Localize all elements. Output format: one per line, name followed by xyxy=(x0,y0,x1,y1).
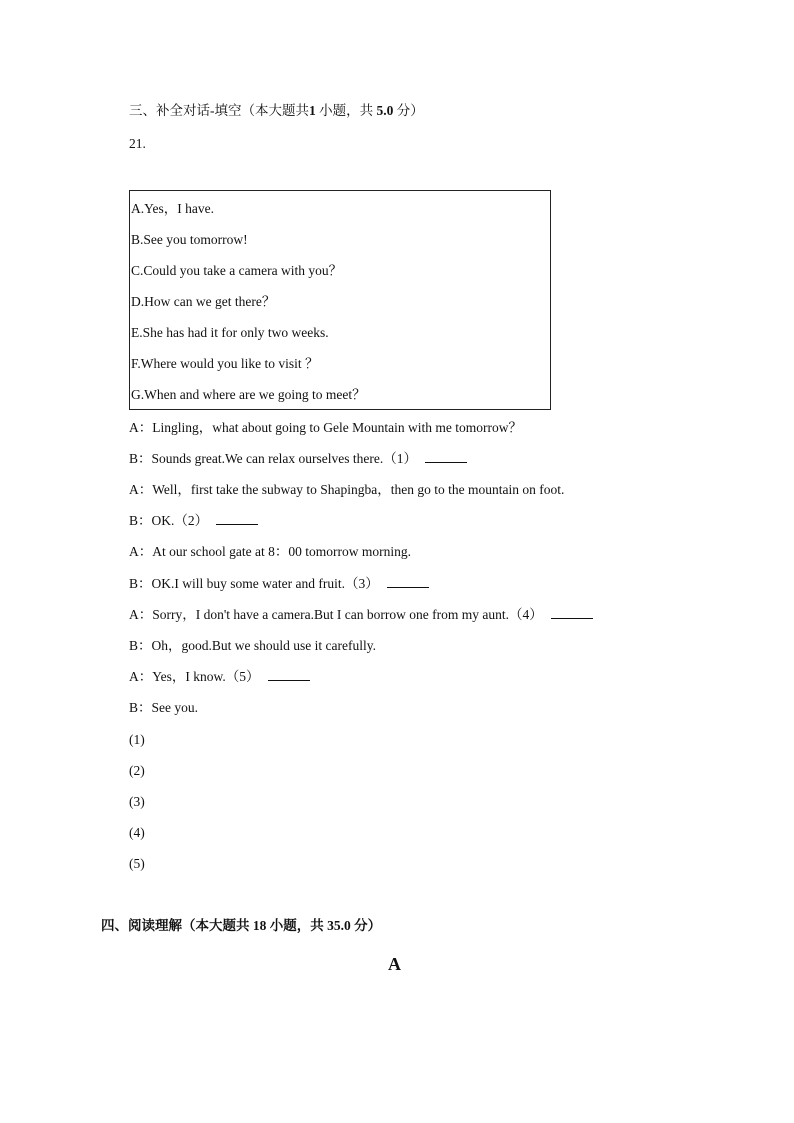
answer-label-1: (1) xyxy=(129,732,145,747)
passage-heading: A xyxy=(388,954,401,974)
option-a: A.Yes，I have. xyxy=(131,201,214,216)
dialogue-line-6 xyxy=(129,575,429,593)
dialogue-line-1 xyxy=(129,419,522,437)
dialogue-text: A：Sorry，I don't have a camera.But I can borrow one from my aunt.（4） xyxy=(129,607,543,622)
options-box xyxy=(129,190,551,410)
dialogue-line-9 xyxy=(129,668,310,686)
dialogue-text: A：Lingling，what about going to Gele Mountain with me tomorrow？ xyxy=(129,420,522,435)
option-g: G.When and where are we going to meet？ xyxy=(131,387,366,402)
dialogue-line-4 xyxy=(129,512,258,530)
answer-blank-3[interactable] xyxy=(387,575,429,588)
dialogue-text: A：Yes，I know.（5） xyxy=(129,669,260,684)
answer-blank-1[interactable] xyxy=(425,450,467,463)
answer-label-4: (4) xyxy=(129,825,145,840)
section-3-count: 1 xyxy=(309,103,316,118)
answer-label-2: (2) xyxy=(129,763,145,778)
answer-blank-2[interactable] xyxy=(216,512,258,525)
section-3-mid: 小题，共 xyxy=(315,103,377,118)
dialogue-text: A：Well，first take the subway to Shapingba，then go to the mountain on foot. xyxy=(129,482,565,497)
section-4-heading: 四、阅读理解（本大题共 18 小题，共 35.0 分） xyxy=(101,918,382,933)
question-number: 21. xyxy=(129,136,146,151)
answer-label-3: (3) xyxy=(129,794,145,809)
section-3-score: 5.0 xyxy=(376,103,394,118)
dialogue-line-8 xyxy=(129,637,376,655)
dialogue-line-10 xyxy=(129,699,198,717)
dialogue-text: B：OK.I will buy some water and fruit.（3） xyxy=(129,576,379,591)
dialogue-line-2 xyxy=(129,450,467,468)
option-e: E.She has had it for only two weeks. xyxy=(131,325,329,340)
dialogue-line-5 xyxy=(129,543,411,561)
dialogue-text: B：Oh，good.But we should use it carefully. xyxy=(129,638,376,653)
answer-blank-5[interactable] xyxy=(268,668,310,681)
option-f: F.Where would you like to visit ？ xyxy=(131,356,319,371)
dialogue-line-3 xyxy=(129,481,564,499)
section-3-heading xyxy=(129,102,424,120)
dialogue-line-7 xyxy=(129,606,593,624)
answer-blank-4[interactable] xyxy=(551,606,593,619)
option-d: D.How can we get there？ xyxy=(131,294,276,309)
section-3-end: 分） xyxy=(393,103,424,118)
dialogue-text: B：See you. xyxy=(129,700,198,715)
section-3-title: 三、补全对话-填空（本大题共 xyxy=(129,103,309,118)
option-b: B.See you tomorrow! xyxy=(131,232,248,247)
option-c: C.Could you take a camera with you？ xyxy=(131,263,343,278)
dialogue-text: B：OK.（2） xyxy=(129,513,209,528)
dialogue-text: A：At our school gate at 8：00 tomorrow morning. xyxy=(129,544,411,559)
dialogue-text: B：Sounds great.We can relax ourselves there.（1） xyxy=(129,451,417,466)
answer-label-5: (5) xyxy=(129,856,145,871)
